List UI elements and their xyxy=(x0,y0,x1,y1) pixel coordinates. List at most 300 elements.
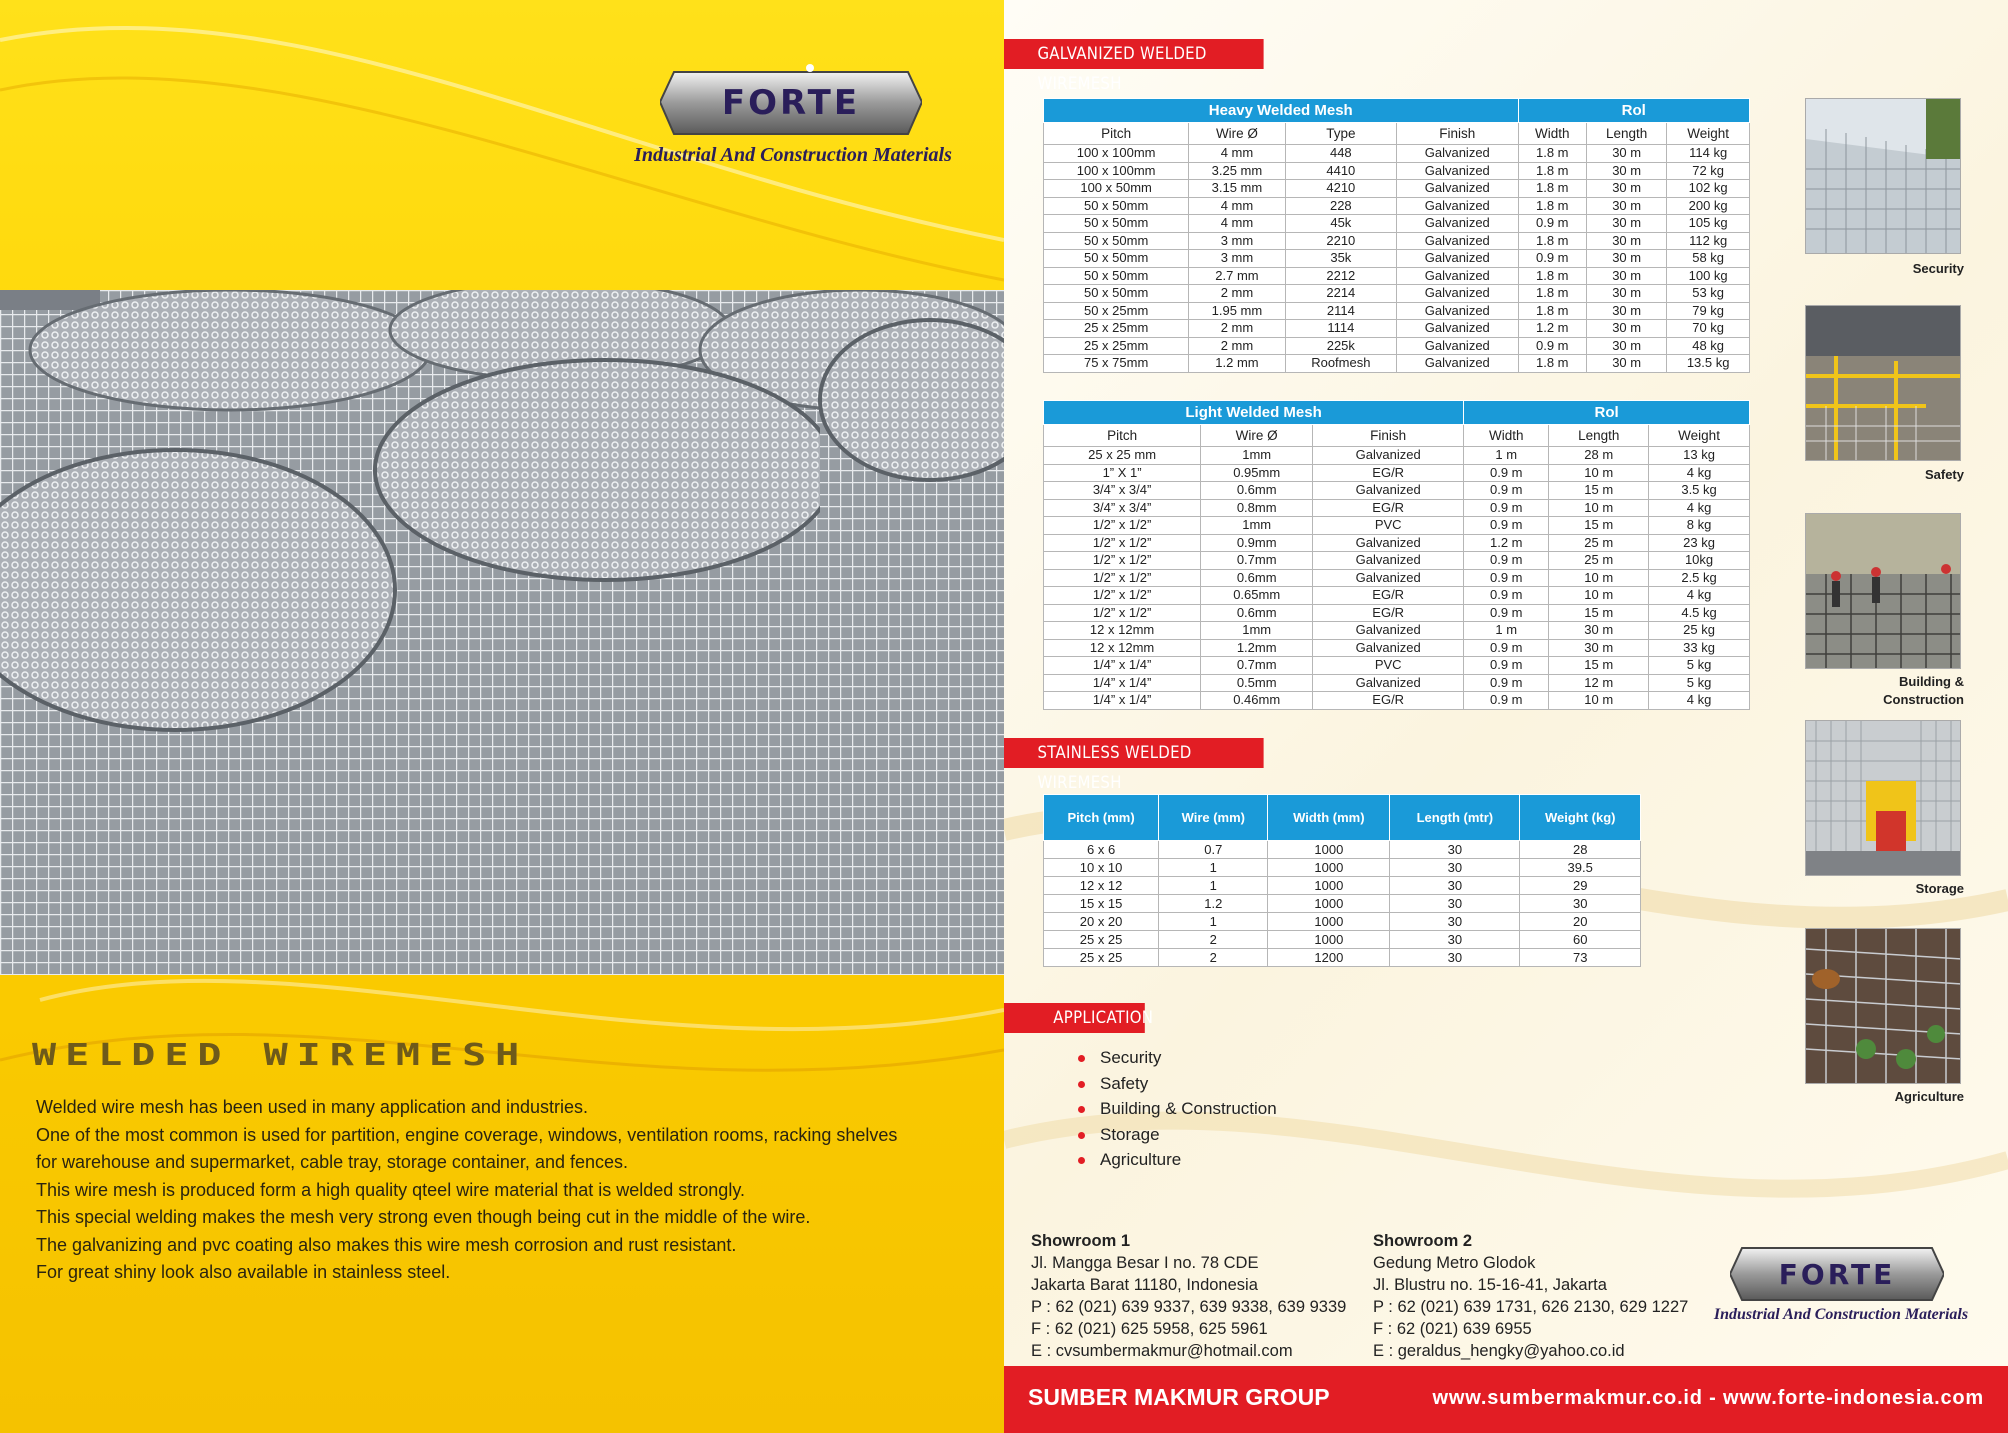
showroom-line: P : 62 (021) 639 1731, 626 2130, 629 1227 xyxy=(1373,1298,1689,1316)
list-item: Building & Construction xyxy=(1078,1096,1277,1122)
brand-tagline: Industrial And Construction Materials xyxy=(634,144,952,166)
table-cell: Pitch xyxy=(1044,425,1201,447)
table-cell: 114 kg xyxy=(1667,145,1750,163)
showroom-title: Showroom 2 xyxy=(1373,1232,1473,1250)
wire-mesh-rolls-photo xyxy=(0,290,1004,975)
table-cell: 2212 xyxy=(1285,267,1396,285)
table-cell: Galvanized xyxy=(1397,285,1518,303)
table-cell: 15 x 15 xyxy=(1044,895,1159,913)
table-cell: 50 x 50mm xyxy=(1044,197,1189,215)
table-cell: EG/R xyxy=(1313,604,1464,622)
table-cell: 1/4” x 1/4” xyxy=(1044,674,1201,692)
table-cell: 1.2 m xyxy=(1518,320,1587,338)
table-cell: 1000 xyxy=(1268,913,1390,931)
table-row xyxy=(1044,302,1750,320)
table-cell: 0.7mm xyxy=(1201,657,1313,675)
showroom-line: E : cvsumbermakmur@hotmail.com xyxy=(1031,1342,1293,1360)
forte-logo xyxy=(660,62,922,140)
table-cell: 48 kg xyxy=(1667,337,1750,355)
table-row xyxy=(1044,604,1750,622)
table-cell: 1000 xyxy=(1268,931,1390,949)
table-cell: Galvanized xyxy=(1397,232,1518,250)
table-group-header: Light Welded Mesh xyxy=(1044,401,1464,425)
table-cell: 1000 xyxy=(1268,895,1390,913)
storage-photo xyxy=(1805,720,1961,876)
description-line: for warehouse and supermarket, cable tray, storage container, and fences. xyxy=(36,1152,629,1172)
table-row xyxy=(1044,447,1750,465)
company-name: SUMBER MAKMUR GROUP xyxy=(1028,1384,1330,1410)
table-cell: Pitch xyxy=(1044,123,1189,145)
table-cell: 10 m xyxy=(1549,499,1649,517)
table-cell: 30 xyxy=(1390,841,1520,859)
showroom-1 xyxy=(1031,1230,1346,1362)
table-cell: 2 mm xyxy=(1189,337,1285,355)
table-cell: 1 xyxy=(1159,859,1268,877)
table-cell: 0.9 m xyxy=(1518,215,1587,233)
list-item: Storage xyxy=(1078,1122,1277,1148)
table-cell: 10 m xyxy=(1549,464,1649,482)
table-cell: PVC xyxy=(1313,657,1464,675)
table-cell: 72 kg xyxy=(1667,162,1750,180)
table-row xyxy=(1044,657,1750,675)
table-cell: 1.8 m xyxy=(1518,145,1587,163)
description-line: For great shiny look also available in stainless steel. xyxy=(36,1262,451,1282)
gallery-label: Security xyxy=(1912,261,1964,276)
table-cell: Galvanized xyxy=(1397,215,1518,233)
table-cell: 0.6mm xyxy=(1201,482,1313,500)
table-row xyxy=(1044,285,1750,303)
list-item: Security xyxy=(1078,1045,1277,1071)
table-cell: 100 kg xyxy=(1667,267,1750,285)
table-row xyxy=(1044,482,1750,500)
construction-photo xyxy=(1805,513,1961,669)
table-cell: 1 m xyxy=(1464,622,1549,640)
table-cell: Weight xyxy=(1667,123,1750,145)
table-cell: 10 m xyxy=(1549,587,1649,605)
table-cell: 1/2” x 1/2” xyxy=(1044,587,1201,605)
table-cell: 0.5mm xyxy=(1201,674,1313,692)
list-item: Safety xyxy=(1078,1071,1277,1097)
table-row xyxy=(1044,197,1750,215)
table-cell: 1.8 m xyxy=(1518,302,1587,320)
table-cell: 15 m xyxy=(1549,604,1649,622)
showroom-line: Jl. Blustru no. 15-16-41, Jakarta xyxy=(1373,1276,1607,1294)
table-cell: 4 mm xyxy=(1189,215,1285,233)
security-fence-photo xyxy=(1805,98,1961,254)
table-cell: 15 m xyxy=(1549,517,1649,535)
table-cell: 28 xyxy=(1520,841,1641,859)
table-cell: 39.5 xyxy=(1520,859,1641,877)
table-cell: 58 kg xyxy=(1667,250,1750,268)
table-cell: 1.2 xyxy=(1159,895,1268,913)
svg-text:FORTE: FORTE xyxy=(721,83,861,123)
table-row xyxy=(1044,517,1750,535)
table-cell: 0.9 m xyxy=(1464,692,1549,710)
table-cell: 70 kg xyxy=(1667,320,1750,338)
table-cell: Galvanized xyxy=(1313,622,1464,640)
table-row xyxy=(1044,145,1750,163)
table-cell: 1000 xyxy=(1268,841,1390,859)
table-cell: Galvanized xyxy=(1313,569,1464,587)
gallery-label-line: Building & xyxy=(1899,674,1964,689)
table-cell: 0.6mm xyxy=(1201,569,1313,587)
table-cell: Galvanized xyxy=(1397,180,1518,198)
table-cell: 0.9 m xyxy=(1464,482,1549,500)
table-cell: 30 m xyxy=(1549,639,1649,657)
table-cell: 4.5 kg xyxy=(1649,604,1750,622)
table-row xyxy=(1044,464,1750,482)
description-line: This special welding makes the mesh very strong even though being cut in the middle of the wire. xyxy=(36,1207,811,1227)
table-cell: Type xyxy=(1285,123,1396,145)
table-cell: Length xyxy=(1549,425,1649,447)
table-cell: PVC xyxy=(1313,517,1464,535)
table-cell: 0.6mm xyxy=(1201,604,1313,622)
table-cell: 0.9mm xyxy=(1201,534,1313,552)
table-cell: 4410 xyxy=(1285,162,1396,180)
table-cell: 0.8mm xyxy=(1201,499,1313,517)
showroom-line: Gedung Metro Glodok xyxy=(1373,1254,1536,1272)
list-item: Agriculture xyxy=(1078,1147,1277,1173)
table-cell: 30 m xyxy=(1587,197,1667,215)
table-cell: Galvanized xyxy=(1313,534,1464,552)
table-row xyxy=(1044,692,1750,710)
table-cell: 30 m xyxy=(1587,267,1667,285)
table-cell: 30 xyxy=(1390,895,1520,913)
showroom-2 xyxy=(1373,1230,1688,1362)
table-cell: 8 kg xyxy=(1649,517,1750,535)
table-cell: 1200 xyxy=(1268,949,1390,967)
table-row xyxy=(1044,877,1641,895)
table-cell: Finish xyxy=(1313,425,1464,447)
showroom-line: F : 62 (021) 625 5958, 625 5961 xyxy=(1031,1320,1268,1338)
table-cell: 0.9 m xyxy=(1464,517,1549,535)
table-cell: Wire Ø xyxy=(1189,123,1285,145)
table-cell: 1 xyxy=(1159,877,1268,895)
table-cell: 0.9 m xyxy=(1518,250,1587,268)
table-cell: 2 mm xyxy=(1189,285,1285,303)
table-cell: 4 mm xyxy=(1189,197,1285,215)
table-cell: 0.7mm xyxy=(1201,552,1313,570)
svg-text:FORTE: FORTE xyxy=(1778,1258,1896,1291)
table-cell: 30 m xyxy=(1587,162,1667,180)
table-cell: 10 m xyxy=(1549,569,1649,587)
table-cell: 0.9 m xyxy=(1464,569,1549,587)
table-cell: 1mm xyxy=(1201,517,1313,535)
website-links[interactable]: www.sumbermakmur.co.id - www.forte-indonesia.com xyxy=(1432,1387,1984,1409)
table-cell: 30 xyxy=(1390,931,1520,949)
table-cell: 3/4” x 3/4” xyxy=(1044,482,1201,500)
table-row xyxy=(1044,552,1750,570)
table-row xyxy=(1044,949,1641,967)
table-cell: 35k xyxy=(1285,250,1396,268)
table-cell: 0.65mm xyxy=(1201,587,1313,605)
table-cell: 2 xyxy=(1159,931,1268,949)
table-cell: 10 x 10 xyxy=(1044,859,1159,877)
description-line: One of the most common is used for partition, engine coverage, windows, ventilation rooms, racking shelves xyxy=(36,1124,898,1145)
table-cell: 0.9 m xyxy=(1464,604,1549,622)
table-cell: 1.95 mm xyxy=(1189,302,1285,320)
table-cell: 12 m xyxy=(1549,674,1649,692)
table-cell: Galvanized xyxy=(1397,145,1518,163)
table-cell: 3.5 kg xyxy=(1649,482,1750,500)
table-cell: 112 kg xyxy=(1667,232,1750,250)
table-cell: 3 mm xyxy=(1189,232,1285,250)
table-cell: 0.9 m xyxy=(1464,464,1549,482)
gallery-label: Safety xyxy=(1924,467,1964,482)
table-cell: 2.7 mm xyxy=(1189,267,1285,285)
table-cell: 1.8 m xyxy=(1518,355,1587,373)
table-cell: 3 mm xyxy=(1189,250,1285,268)
table-cell: 1.8 m xyxy=(1518,232,1587,250)
agriculture-photo xyxy=(1805,928,1961,1084)
table-group-header: Rol xyxy=(1464,401,1750,425)
table-cell: 45k xyxy=(1285,215,1396,233)
table-cell: 28 m xyxy=(1549,447,1649,465)
table-row xyxy=(1044,232,1750,250)
table-cell: 12 x 12 xyxy=(1044,877,1159,895)
showroom-title: Showroom 1 xyxy=(1031,1232,1131,1250)
table-cell: 20 x 20 xyxy=(1044,913,1159,931)
table-cell: 1/4” x 1/4” xyxy=(1044,657,1201,675)
table-row xyxy=(1044,215,1750,233)
table-cell: 4210 xyxy=(1285,180,1396,198)
table-cell: 5 kg xyxy=(1649,674,1750,692)
table-cell: 25 m xyxy=(1549,534,1649,552)
table-cell: 2214 xyxy=(1285,285,1396,303)
table-cell: 4 kg xyxy=(1649,499,1750,517)
table-cell: 73 xyxy=(1520,949,1641,967)
table-cell: 1/2” x 1/2” xyxy=(1044,534,1201,552)
table-cell: Galvanized xyxy=(1397,302,1518,320)
column-header: Width (mm) xyxy=(1268,795,1390,841)
table-row xyxy=(1044,355,1750,373)
table-cell: 12 x 12mm xyxy=(1044,639,1201,657)
table-cell: 20 xyxy=(1520,913,1641,931)
table-cell: 105 kg xyxy=(1667,215,1750,233)
column-header: Length (mtr) xyxy=(1390,795,1520,841)
table-group-header: Heavy Welded Mesh xyxy=(1044,99,1519,123)
table-cell: 1/2” x 1/2” xyxy=(1044,604,1201,622)
table-cell: EG/R xyxy=(1313,692,1464,710)
table-cell: 30 m xyxy=(1587,250,1667,268)
table-cell: 30 m xyxy=(1587,337,1667,355)
table-cell: 100 x 100mm xyxy=(1044,162,1189,180)
table-cell: 4 mm xyxy=(1189,145,1285,163)
table-row xyxy=(1044,859,1641,877)
table-cell: Galvanized xyxy=(1397,267,1518,285)
table-cell: 1/2” x 1/2” xyxy=(1044,552,1201,570)
table-row xyxy=(1044,337,1750,355)
table-cell: 15 m xyxy=(1549,657,1649,675)
table-row xyxy=(1044,180,1750,198)
table-cell: 1.8 m xyxy=(1518,267,1587,285)
showroom-line: F : 62 (021) 639 6955 xyxy=(1373,1320,1532,1338)
table-group-header: Rol xyxy=(1518,99,1750,123)
table-cell: 3.25 mm xyxy=(1189,162,1285,180)
table-row xyxy=(1044,534,1750,552)
table-cell: 1.8 m xyxy=(1518,162,1587,180)
table-cell: 30 m xyxy=(1587,355,1667,373)
table-cell: 5 kg xyxy=(1649,657,1750,675)
table-cell: EG/R xyxy=(1313,587,1464,605)
table-row xyxy=(1044,320,1750,338)
description-line: Welded wire mesh has been used in many application and industries. xyxy=(36,1097,588,1117)
table-cell: 0.9 m xyxy=(1464,587,1549,605)
table-cell: 30 xyxy=(1520,895,1641,913)
table-cell: 0.9 m xyxy=(1464,499,1549,517)
gallery-label xyxy=(1883,673,1964,709)
table-cell: 1/4” x 1/4” xyxy=(1044,692,1201,710)
table-cell: Width xyxy=(1518,123,1587,145)
table-cell: 1.8 m xyxy=(1518,197,1587,215)
table-cell: 1.8 m xyxy=(1518,180,1587,198)
table-cell: Galvanized xyxy=(1397,250,1518,268)
table-cell: 25 x 25mm xyxy=(1044,320,1189,338)
table-cell: 50 x 50mm xyxy=(1044,232,1189,250)
table-row xyxy=(1044,639,1750,657)
table-cell: EG/R xyxy=(1313,499,1464,517)
table-cell: 228 xyxy=(1285,197,1396,215)
table-cell: 25 x 25 xyxy=(1044,949,1159,967)
table-cell: Galvanized xyxy=(1397,355,1518,373)
table-cell: 3/4” x 3/4” xyxy=(1044,499,1201,517)
table-cell: 53 kg xyxy=(1667,285,1750,303)
table-cell: 1.2mm xyxy=(1201,639,1313,657)
table-cell: 448 xyxy=(1285,145,1396,163)
table-cell: 30 m xyxy=(1587,145,1667,163)
table-cell: 2114 xyxy=(1285,302,1396,320)
description-line: The galvanizing and pvc coating also makes this wire mesh corrosion and rust resistant. xyxy=(36,1234,737,1255)
table-cell: 30 xyxy=(1390,877,1520,895)
table-cell: 0.9 m xyxy=(1464,552,1549,570)
table-cell: 23 kg xyxy=(1649,534,1750,552)
table-cell: Galvanized xyxy=(1313,447,1464,465)
table-cell: 75 x 75mm xyxy=(1044,355,1189,373)
section-heading-application: APPLICATION xyxy=(1004,1003,1145,1033)
light-welded-mesh-table xyxy=(1043,400,1750,710)
table-cell: 30 m xyxy=(1587,232,1667,250)
table-cell: 1000 xyxy=(1268,877,1390,895)
table-cell: Length xyxy=(1587,123,1667,145)
table-cell: 1 xyxy=(1159,913,1268,931)
table-cell: Galvanized xyxy=(1397,337,1518,355)
application-list xyxy=(1078,1045,1277,1173)
table-cell: Roofmesh xyxy=(1285,355,1396,373)
stainless-wiremesh-table xyxy=(1043,794,1641,967)
showroom-line: E : geraldus_hengky@yahoo.co.id xyxy=(1373,1342,1625,1360)
table-cell: 1/2” x 1/2” xyxy=(1044,517,1201,535)
table-cell: 2 xyxy=(1159,949,1268,967)
table-cell: 0.7 xyxy=(1159,841,1268,859)
table-cell: 1.8 m xyxy=(1518,285,1587,303)
heavy-welded-mesh-table xyxy=(1043,98,1750,373)
brand-tagline: Industrial And Construction Materials xyxy=(1713,1306,1969,1323)
table-cell: 1.2 m xyxy=(1464,534,1549,552)
table-row xyxy=(1044,674,1750,692)
forte-logo xyxy=(1730,1240,1944,1304)
safety-photo xyxy=(1805,305,1961,461)
table-row xyxy=(1044,162,1750,180)
table-row xyxy=(1044,587,1750,605)
table-cell: 1mm xyxy=(1201,622,1313,640)
column-header: Pitch (mm) xyxy=(1044,795,1159,841)
table-cell: 225k xyxy=(1285,337,1396,355)
column-header: Wire (mm) xyxy=(1159,795,1268,841)
table-cell: 2210 xyxy=(1285,232,1396,250)
description xyxy=(36,1094,986,1287)
table-cell: 1 m xyxy=(1464,447,1549,465)
table-row xyxy=(1044,895,1641,913)
table-cell: 50 x 50mm xyxy=(1044,215,1189,233)
table-cell: 29 xyxy=(1520,877,1641,895)
table-cell: Galvanized xyxy=(1313,639,1464,657)
gallery-label-line: Construction xyxy=(1883,692,1964,707)
table-row xyxy=(1044,841,1641,859)
table-cell: 0.9 m xyxy=(1464,674,1549,692)
table-row xyxy=(1044,931,1641,949)
table-cell: 100 x 50mm xyxy=(1044,180,1189,198)
table-cell: 1.2 mm xyxy=(1189,355,1285,373)
table-cell: 10 m xyxy=(1549,692,1649,710)
table-cell: 1/2” x 1/2” xyxy=(1044,569,1201,587)
table-cell: 30 m xyxy=(1587,285,1667,303)
table-cell: 30 xyxy=(1390,913,1520,931)
column-header: Weight (kg) xyxy=(1520,795,1641,841)
table-cell: 25 kg xyxy=(1649,622,1750,640)
table-cell: Galvanized xyxy=(1313,674,1464,692)
table-cell: 25 m xyxy=(1549,552,1649,570)
table-cell: 30 xyxy=(1390,859,1520,877)
table-cell: 2 mm xyxy=(1189,320,1285,338)
showroom-line: Jl. Mangga Besar I no. 78 CDE xyxy=(1031,1254,1259,1272)
table-cell: 10kg xyxy=(1649,552,1750,570)
table-cell: 1114 xyxy=(1285,320,1396,338)
gallery-label: Agriculture xyxy=(1894,1089,1964,1104)
table-row xyxy=(1044,267,1750,285)
table-cell: 30 xyxy=(1390,949,1520,967)
table-cell: 25 x 25 mm xyxy=(1044,447,1201,465)
table-cell: Width xyxy=(1464,425,1549,447)
table-cell: 33 kg xyxy=(1649,639,1750,657)
table-cell: 4 kg xyxy=(1649,692,1750,710)
table-cell: 0.46mm xyxy=(1201,692,1313,710)
footer-bar xyxy=(1004,1366,2008,1433)
table-cell: 50 x 50mm xyxy=(1044,285,1189,303)
table-cell: 30 m xyxy=(1587,302,1667,320)
table-cell: 25 x 25mm xyxy=(1044,337,1189,355)
table-cell: 2.5 kg xyxy=(1649,569,1750,587)
table-row xyxy=(1044,913,1641,931)
table-cell: 1mm xyxy=(1201,447,1313,465)
table-cell: 50 x 50mm xyxy=(1044,267,1189,285)
table-cell: 6 x 6 xyxy=(1044,841,1159,859)
table-cell: Galvanized xyxy=(1313,482,1464,500)
table-cell: 100 x 100mm xyxy=(1044,145,1189,163)
table-cell: 200 kg xyxy=(1667,197,1750,215)
table-cell: 1000 xyxy=(1268,859,1390,877)
table-row xyxy=(1044,499,1750,517)
showroom-line: Jakarta Barat 11180, Indonesia xyxy=(1031,1276,1258,1294)
table-cell: Galvanized xyxy=(1313,552,1464,570)
table-cell: 25 x 25 xyxy=(1044,931,1159,949)
table-cell: 0.9 m xyxy=(1464,657,1549,675)
table-cell: 50 x 50mm xyxy=(1044,250,1189,268)
table-cell: 13 kg xyxy=(1649,447,1750,465)
table-cell: 79 kg xyxy=(1667,302,1750,320)
section-heading-galvanized: GALVANIZED WELDED WIREMESH xyxy=(1004,39,1264,69)
page-title: WELDED WIREMESH xyxy=(32,1038,529,1073)
table-cell: 13.5 kg xyxy=(1667,355,1750,373)
